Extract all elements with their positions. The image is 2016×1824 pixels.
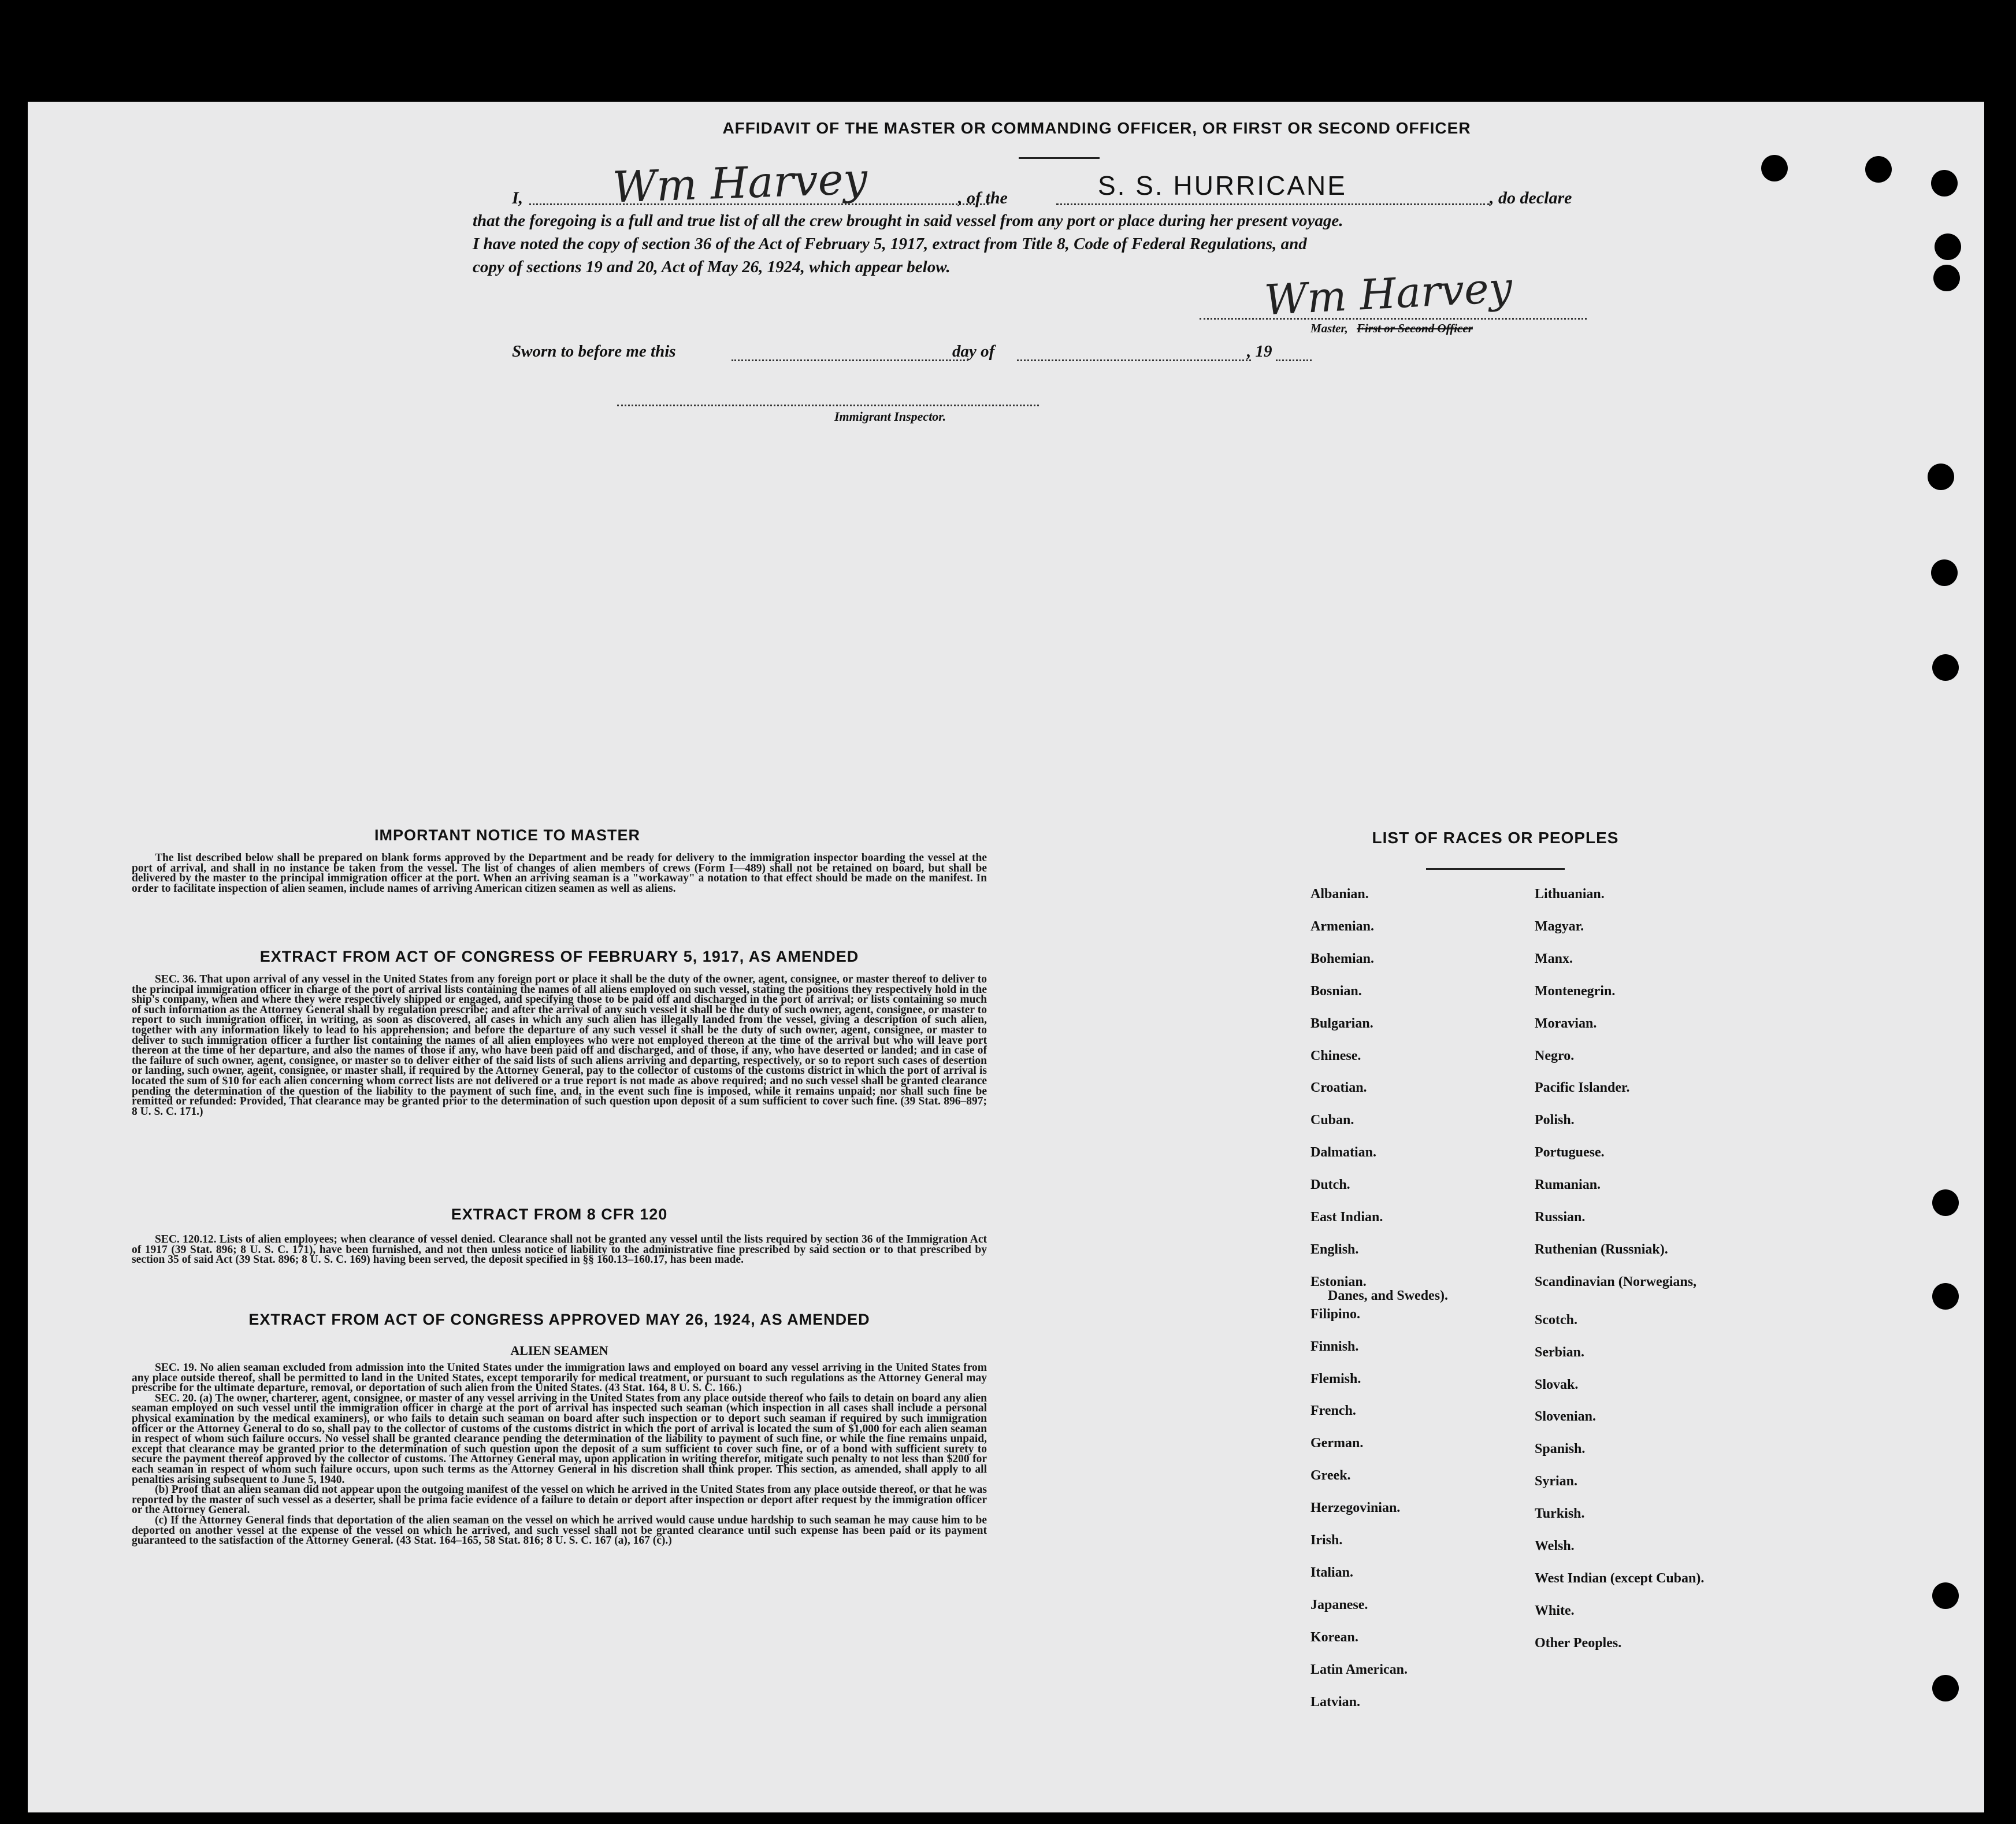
race-item: Greek.	[1310, 1468, 1351, 1484]
race-item: Pacific Islander.	[1535, 1080, 1630, 1096]
race-item: Montenegrin.	[1535, 983, 1616, 999]
race-item: Italian.	[1310, 1565, 1354, 1580]
sworn-date-line	[732, 359, 968, 361]
title-divider	[1019, 157, 1100, 159]
race-item: Chinese.	[1310, 1048, 1361, 1063]
signature-line	[1200, 318, 1587, 320]
sec-19-paragraph: SEC. 19. No alien seaman excluded from admission into the United States under the immigration laws and employed on board any vessel arriving in the United States from any place outside thereof, shall be permitted to land in the United States, except temporarily for medical treatment, or pursuant to such regulations as the Attorney General may prescribe for the ultimate departure, removal, or deportation of such alien from the United States. (43 Stat. 164, 8 U. S. C. 166.)	[132, 1362, 987, 1395]
day-of-label: day of	[952, 342, 995, 361]
race-item: White.	[1535, 1603, 1575, 1618]
race-item: Flemish.	[1310, 1371, 1361, 1386]
affidavit-title: AFFIDAVIT OF THE MASTER OR COMMANDING OFFICER, OR FIRST OR SECOND OFFICER	[722, 119, 1471, 137]
notice-title: IMPORTANT NOTICE TO MASTER	[374, 826, 640, 844]
race-item: Japanese.	[1310, 1597, 1368, 1612]
year-line	[1276, 359, 1312, 361]
race-item: Turkish.	[1535, 1506, 1585, 1522]
master-signature: Wm Harvey	[1263, 262, 1514, 325]
race-item: Rumanian.	[1535, 1177, 1601, 1193]
race-item: Korean.	[1310, 1629, 1358, 1645]
of-the-label: , of the	[958, 188, 1008, 207]
race-item: Latvian.	[1310, 1694, 1361, 1710]
punch-hole	[1933, 265, 1960, 291]
inspector-label: Immigrant Inspector.	[834, 409, 946, 424]
race-item: Croatian.	[1310, 1080, 1367, 1096]
extract-1917-title: EXTRACT FROM ACT OF CONGRESS OF FEBRUARY 5, 1917, AS AMENDED	[259, 948, 859, 965]
punch-hole	[1935, 233, 1961, 260]
punch-hole	[1932, 1582, 1959, 1609]
punch-hole	[1931, 170, 1958, 197]
race-item: French.	[1310, 1403, 1356, 1419]
race-item: Polish.	[1535, 1113, 1575, 1128]
race-item: English.	[1310, 1241, 1359, 1257]
race-item: Estonian.	[1310, 1274, 1367, 1289]
race-item: West Indian (except Cuban).	[1535, 1570, 1705, 1586]
sec-20c-paragraph: (c) If the Attorney General finds that deportation of the alien seaman on the vessel on which he arrived would cause undue hardship to such seaman he may cause him to be deported on another vessel at the expense of the vessel on which he arrived, and such vessel shall not be granted clearance until such expense has been paid or its payment guaranteed to the satisfaction of the Attorney General. (43 Stat. 164–165, 58 Stat. 816; 8 U. S. C. 167 (a), 167 (c).)	[132, 1514, 987, 1547]
affidavit-line-2: I have noted the copy of section 36 of the Act of February 5, 1917, extract from Title 8, Code of Federal Regulations, and	[473, 235, 1307, 253]
race-item: Dutch.	[1310, 1177, 1350, 1193]
race-item: Finnish.	[1310, 1339, 1359, 1354]
race-item: Scotch.	[1535, 1312, 1577, 1328]
race-item: Slovenian.	[1535, 1409, 1597, 1425]
name-handwritten: Wm Harvey	[611, 154, 868, 213]
punch-hole	[1932, 1189, 1959, 1216]
race-item: Magyar.	[1535, 918, 1584, 934]
race-item: Syrian.	[1535, 1474, 1578, 1489]
race-item: German.	[1310, 1436, 1364, 1451]
i-label: I,	[512, 188, 524, 207]
race-item: East Indian.	[1310, 1210, 1383, 1225]
punch-hole	[1932, 1283, 1959, 1310]
manifest-page	[28, 102, 1984, 1812]
race-item: Bohemian.	[1310, 951, 1375, 966]
vessel-name: S. S. HURRICANE	[1098, 170, 1347, 201]
punch-hole	[1932, 1675, 1959, 1701]
extract-1924-title: EXTRACT FROM ACT OF CONGRESS APPROVED MAY 26, 1924, AS AMENDED	[248, 1311, 870, 1328]
vessel-field-line	[1056, 203, 1490, 205]
race-item: Moravian.	[1535, 1015, 1597, 1031]
race-item: Portuguese.	[1535, 1145, 1605, 1161]
race-item: Serbian.	[1535, 1344, 1585, 1360]
sec-20b-paragraph: (b) Proof that an alien seaman did not appear upon the outgoing manifest of the vessel on which he arrived in the United States from any place outside thereof, or that he was reported by the master of such vessel as a deserter, shall be prima facie evidence of a failure to detain or deport after inspection or deport after request by the immigration officer or the Attorney General.	[132, 1484, 987, 1517]
race-item: Irish.	[1310, 1533, 1343, 1548]
race-item: Welsh.	[1535, 1538, 1575, 1554]
sworn-month-line	[1017, 359, 1251, 361]
race-item: Bulgarian.	[1310, 1015, 1373, 1031]
extract-cfr-title: EXTRACT FROM 8 CFR 120	[451, 1206, 668, 1223]
affidavit-line-1: that the foregoing is a full and true list of all the crew brought in said vessel from any port or place during her present voyage.	[473, 212, 1343, 230]
extract-1924-text	[132, 1363, 987, 1546]
extract-cfr-text	[132, 1234, 987, 1265]
punch-hole	[1865, 156, 1892, 183]
races-title-rule	[1426, 868, 1565, 870]
sec-36-paragraph: SEC. 36. That upon arrival of any vessel in the United States from any foreign port or place it shall be the duty of the owner, agent, consignee, or master thereof to deliver to the principal immigration officer in charge of the port of arrival lists containing the names of all aliens employed on such vessel, stating the positions they respectively hold in the ship's company, when and where they were respectively shipped or engaged, and specifying those to be paid off and discharged in the port of arrival; or lists containing so much of such information as the Attorney General shall by regulation prescribe; and after the arrival of any such vessel it shall be the duty of such owner, agent, consignee, or master to report to such immigration officer, in writing, as soon as discovered, all cases in which any such alien has illegally landed from the vessel, giving a description of such alien, together with any information likely to lead to his apprehension; and before the departure of any such vessel it shall be the duty of such owner, agent, consignee, or master to deliver to such immigration officer a further list containing the names of all alien employees who were not employed thereon at the time of the arrival but who will leave port thereon at the time of her departure, and also the names of those if any, who have been paid off and discharged, and of those, if any, who have deserted or landed; and in case of the failure of such owner, agent, consignee, or master so to deliver either of the said lists of such aliens arriving and departing, respectively, or so to report such cases of desertion or landing, such owner, agent, consignee, or master shall, if required by the Attorney General, pay to the collector of customs of the customs district in which the port of arrival is located the sum of $10 for each alien concerning whom correct lists are not delivered or a true report is not made as above required; and no such vessel shall be granted clearance pending the determination of the question of the liability to the payment of such fine, and, in the event such fine is imposed, while it remains unpaid; nor shall such fine be remitted or refunded: Provided, That clearance may be granted prior to the determination of such question upon deposit of a sum sufficient to cover such fine. (39 Stat. 896–897; 8 U. S. C. 171.)	[132, 973, 987, 1118]
inspector-signature-line	[617, 405, 1039, 406]
race-item: Slovak.	[1535, 1377, 1579, 1392]
race-item: Danes, and Swedes).	[1328, 1288, 1449, 1303]
alien-seamen-subtitle: ALIEN SEAMEN	[510, 1343, 608, 1358]
sec-20a-paragraph: SEC. 20. (a) The owner, charterer, agent, consignee, or master of any vessel arriving in the United States from any place outside thereof who fails to detain on board any alien seaman employed on such vessel until the immigration officer in charge at the port of arrival has inspected such seaman (which inspection in all cases shall include a personal physical examination by the medical examiners), or who fails to detain such seaman on board after such inspection or to deport such seaman if required by such immigration officer or the Attorney General to do so, shall pay to the collector of customs of the customs district in which the port of arrival is located the sum of $1,000 for each alien seaman in respect of whom such failure occurs. No vessel shall be granted clearance pending the determination of the liability to payment of such fine, or while the fine remains unpaid, except that clearance may be granted prior to the determination of such question upon the deposit of a sum sufficient to cover such fine, or of a bond with sufficient surety to secure the payment thereof approved by the collector of customs. The Attorney General may, upon application in writing therefor, mitigate such penalty to not less than $200 for each seaman in respect of whom such failure occurs, upon such terms as the Attorney General in his discretion shall think proper. This section, as amended, shall apply to all penalties arising subsequent to June 5, 1940.	[132, 1392, 987, 1486]
race-item: Albanian.	[1310, 887, 1369, 902]
races-title: LIST OF RACES OR PEOPLES	[1372, 829, 1619, 847]
race-item: Latin American.	[1310, 1662, 1408, 1677]
race-item: Armenian.	[1310, 918, 1374, 934]
race-item: Lithuanian.	[1535, 887, 1605, 902]
race-item: Manx.	[1535, 951, 1573, 966]
sec-120-paragraph: SEC. 120.12. Lists of alien employees; when clearance of vessel denied. Clearance shall not be granted any vessel until the lists required by section 36 of the Immigration Act of 1917 (39 Stat. 896; 8 U. S. C. 171), have been furnished, and not then unless notice of liability to the administrative fine prescribed by said section or to that prescribed by section 35 of said Act (39 Stat. 896; 8 U. S. C. 169) having been served, the deposit specified in §§ 160.13–160.17, has been made.	[132, 1233, 987, 1266]
extract-1917-text	[132, 974, 987, 1117]
race-item: Bosnian.	[1310, 983, 1362, 999]
master-label: Master,	[1310, 321, 1348, 335]
race-item: Dalmatian.	[1310, 1145, 1376, 1161]
sworn-label: Sworn to before me this	[512, 342, 676, 361]
race-item: Negro.	[1535, 1048, 1575, 1063]
year-label: , 19	[1247, 342, 1272, 361]
race-item: Russian.	[1535, 1210, 1586, 1225]
punch-hole	[1761, 155, 1788, 181]
notice-paragraph: The list described below shall be prepared on blank forms approved by the Department and be ready for delivery to the immigration inspector boarding the vessel at the port of arrival, and shall in no instance be taken from the vessel. The list of changes of alien members of crews (Form I—489) shall not be retained on board, but shall be delivered by the master to the principal immigration officer at the port. When an arriving seaman is a "workaway" a notation to that effect should be made on the manifest. In order to facilitate inspection of alien seamen, include names of arriving American citizen seamen as well as aliens.	[132, 852, 987, 895]
notice-text	[132, 853, 987, 894]
punch-hole	[1931, 559, 1958, 586]
race-item: Ruthenian (Russniak).	[1535, 1241, 1668, 1257]
race-item: Cuban.	[1310, 1113, 1354, 1128]
declare-label: , do declare	[1490, 188, 1572, 207]
race-item: Other Peoples.	[1535, 1635, 1622, 1651]
race-item: Spanish.	[1535, 1441, 1586, 1457]
struck-officer-label: First or Second Officer	[1357, 321, 1473, 335]
race-item: Scandinavian (Norwegians,	[1535, 1274, 1697, 1289]
race-item: Herzegovinian.	[1310, 1500, 1401, 1516]
punch-hole	[1932, 654, 1959, 681]
punch-hole	[1928, 464, 1954, 490]
affidavit-line-3: copy of sections 19 and 20, Act of May 26, 1924, which appear below.	[473, 258, 951, 276]
race-item: Filipino.	[1310, 1306, 1361, 1322]
